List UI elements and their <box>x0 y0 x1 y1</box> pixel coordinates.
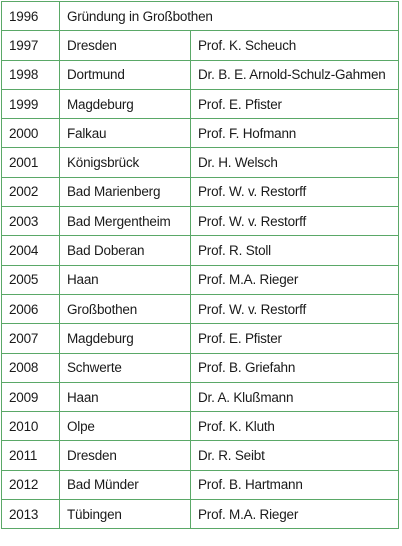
city-cell: Bad Münder <box>60 470 191 499</box>
year-cell: 1998 <box>2 60 60 89</box>
organizer-cell: Prof. M.A. Rieger <box>191 500 399 529</box>
city-cell: Falkau <box>60 119 191 148</box>
city-cell: Bad Doberan <box>60 236 191 265</box>
organizer-cell: Prof. B. Griefahn <box>191 353 399 382</box>
city-cell: Olpe <box>60 412 191 441</box>
table-row <box>2 353 399 382</box>
year-cell: 2006 <box>2 294 60 323</box>
city-cell: Haan <box>60 265 191 294</box>
year-cell: 2013 <box>2 500 60 529</box>
table-row <box>2 207 399 236</box>
city-cell: Magdeburg <box>60 89 191 118</box>
table-row <box>2 31 399 60</box>
table-row <box>2 500 399 529</box>
city-cell: Haan <box>60 382 191 411</box>
organizer-cell: Prof. W. v. Restorff <box>191 207 399 236</box>
organizer-cell: Prof. W. v. Restorff <box>191 294 399 323</box>
organizer-cell: Prof. M.A. Rieger <box>191 265 399 294</box>
organizer-cell: Prof. B. Hartmann <box>191 470 399 499</box>
organizer-cell: Prof. R. Stoll <box>191 236 399 265</box>
table-row <box>2 441 399 470</box>
year-cell: 2004 <box>2 236 60 265</box>
organizer-cell: Prof. K. Scheuch <box>191 31 399 60</box>
organizer-cell: Dr. B. E. Arnold-Schulz-Gahmen <box>191 60 399 89</box>
table-row <box>2 177 399 206</box>
history-table <box>1 1 399 529</box>
organizer-cell: Prof. W. v. Restorff <box>191 177 399 206</box>
history-table-body <box>2 2 399 529</box>
city-cell: Dresden <box>60 441 191 470</box>
city-cell: Dresden <box>60 31 191 60</box>
year-cell: 2000 <box>2 119 60 148</box>
year-cell: 1997 <box>2 31 60 60</box>
year-cell: 2002 <box>2 177 60 206</box>
table-row <box>2 324 399 353</box>
organizer-cell: Dr. R. Seibt <box>191 441 399 470</box>
organizer-cell: Dr. H. Welsch <box>191 148 399 177</box>
city-cell: Schwerte <box>60 353 191 382</box>
year-cell: 2011 <box>2 441 60 470</box>
table-row <box>2 470 399 499</box>
city-cell: Magdeburg <box>60 324 191 353</box>
year-cell: 2007 <box>2 324 60 353</box>
table-row <box>2 119 399 148</box>
year-cell: 2010 <box>2 412 60 441</box>
table-row <box>2 236 399 265</box>
year-cell: 2001 <box>2 148 60 177</box>
year-cell: 2005 <box>2 265 60 294</box>
table-row <box>2 148 399 177</box>
organizer-cell: Prof. E. Pfister <box>191 89 399 118</box>
city-cell: Bad Marienberg <box>60 177 191 206</box>
year-cell: 2008 <box>2 353 60 382</box>
organizer-cell: Prof. F. Hofmann <box>191 119 399 148</box>
table-row <box>2 89 399 118</box>
city-cell: Tübingen <box>60 500 191 529</box>
year-cell: 2012 <box>2 470 60 499</box>
table-row <box>2 412 399 441</box>
table-row <box>2 265 399 294</box>
year-cell: 2009 <box>2 382 60 411</box>
city-cell: Bad Mergentheim <box>60 207 191 236</box>
table-row <box>2 60 399 89</box>
organizer-cell: Dr. A. Klußmann <box>191 382 399 411</box>
founding-cell: Gründung in Großbothen <box>60 2 399 31</box>
table-row <box>2 2 399 31</box>
year-cell: 1999 <box>2 89 60 118</box>
city-cell: Großbothen <box>60 294 191 323</box>
year-cell: 1996 <box>2 2 60 31</box>
city-cell: Königsbrück <box>60 148 191 177</box>
organizer-cell: Prof. K. Kluth <box>191 412 399 441</box>
table-row <box>2 294 399 323</box>
history-table-container <box>1 1 399 529</box>
year-cell: 2003 <box>2 207 60 236</box>
city-cell: Dortmund <box>60 60 191 89</box>
organizer-cell: Prof. E. Pfister <box>191 324 399 353</box>
table-row <box>2 382 399 411</box>
